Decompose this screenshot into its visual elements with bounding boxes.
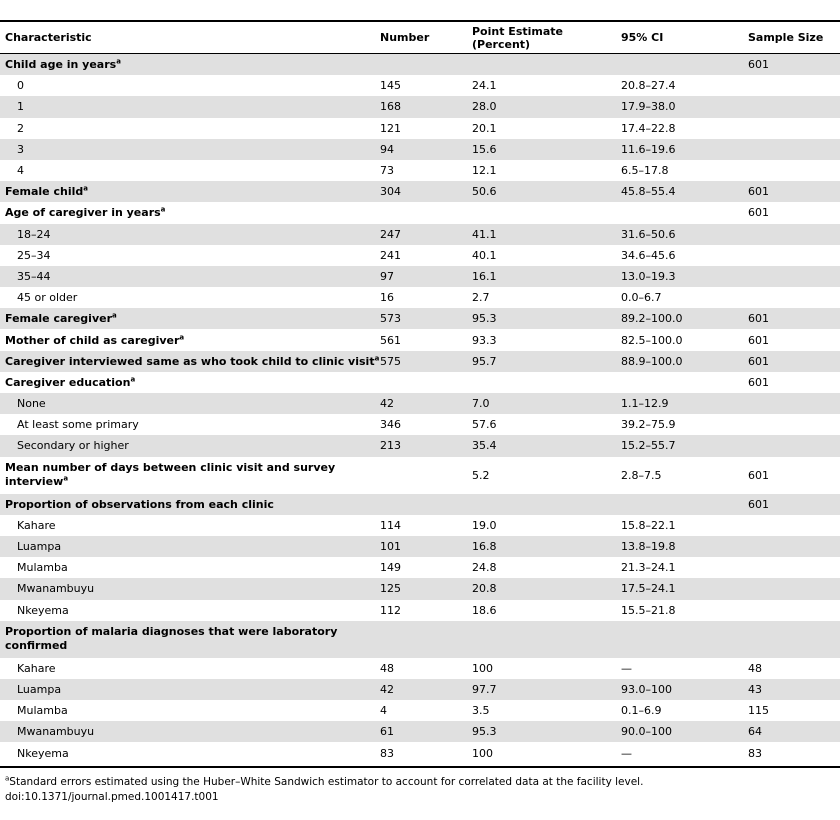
table-row xyxy=(0,202,840,223)
table-row xyxy=(0,700,840,721)
table-row xyxy=(0,679,840,700)
number-cell xyxy=(375,457,467,494)
table-row xyxy=(0,118,840,139)
ci-cell xyxy=(616,54,743,76)
characteristic-cell xyxy=(0,393,375,414)
sample-size-cell: 43 xyxy=(743,679,840,700)
sample-size-cell: 601 xyxy=(743,351,840,372)
ci-cell: 0.1–6.9 xyxy=(621,704,662,718)
estimate-cell xyxy=(467,202,616,223)
sample-size-cell: 601 xyxy=(743,494,840,515)
estimate-cell: 5.2 xyxy=(472,468,490,482)
characteristic-label: 3 xyxy=(17,142,24,156)
table-row xyxy=(0,160,840,181)
estimate-cell: 93.3 xyxy=(472,333,497,347)
sample-size-cell: 64 xyxy=(743,721,840,742)
characteristic-cell xyxy=(0,308,375,329)
footnote-ref: a xyxy=(63,474,69,483)
characteristic-cell xyxy=(0,679,375,700)
characteristic-cell xyxy=(0,536,375,557)
characteristic-cell xyxy=(0,139,375,160)
number-cell: 112 xyxy=(380,603,401,617)
doi-text: doi:10.1371/journal.pmed.1001417.t001 xyxy=(5,790,219,803)
characteristic-label: Age of caregiver in years xyxy=(5,206,161,220)
sample-size-cell: 601 xyxy=(748,206,769,220)
number-cell xyxy=(375,202,467,223)
ci-cell: 21.3–24.1 xyxy=(621,561,676,575)
table-row xyxy=(0,742,840,763)
data-table xyxy=(0,22,840,764)
ci-cell: 17.5–24.1 xyxy=(616,578,743,599)
table-row xyxy=(0,457,840,494)
estimate-cell: 35.4 xyxy=(467,435,616,456)
ci-cell: 39.2–75.9 xyxy=(621,418,676,432)
characteristic-cell xyxy=(0,96,375,117)
table-page xyxy=(0,20,840,805)
number-cell: 149 xyxy=(380,561,401,575)
footnote-marker: a xyxy=(5,774,10,783)
sample-size-cell: 601 xyxy=(748,375,769,389)
table-row xyxy=(0,245,840,266)
estimate-cell xyxy=(467,54,616,76)
sample-size-cell: 601 xyxy=(743,308,840,329)
ci-cell: 17.9–38.0 xyxy=(616,96,743,117)
sample-size-cell xyxy=(743,515,840,536)
table-row xyxy=(0,515,840,536)
number-cell: 213 xyxy=(375,435,467,456)
header-characteristic: Characteristic xyxy=(0,22,375,54)
characteristic-label: Mulamba xyxy=(17,561,68,575)
header-point-estimate: Point Estimate (Percent) xyxy=(467,22,616,54)
characteristic-cell xyxy=(0,435,375,456)
sample-size-cell xyxy=(743,245,840,266)
number-cell: 16 xyxy=(380,291,394,305)
characteristic-cell xyxy=(0,75,375,96)
characteristic-label: 35–44 xyxy=(17,269,51,283)
table-row xyxy=(0,351,840,372)
ci-cell: 88.9–100.0 xyxy=(616,351,743,372)
estimate-cell: 50.6 xyxy=(467,181,616,202)
ci-cell: 2.8–7.5 xyxy=(621,468,662,482)
ci-cell: 89.2–100.0 xyxy=(616,308,743,329)
ci-cell xyxy=(616,621,743,658)
footnote-ref: a xyxy=(116,57,121,66)
number-cell: 94 xyxy=(375,139,467,160)
table-row xyxy=(0,329,840,350)
ci-cell: 6.5–17.8 xyxy=(621,164,669,178)
characteristic-label: Mean number of days between clinic visit and survey interview xyxy=(5,461,336,489)
number-cell: 304 xyxy=(375,181,467,202)
bottom-rule xyxy=(0,766,840,768)
characteristic-label: Mwanambuyu xyxy=(17,725,95,739)
characteristic-label: Nkeyema xyxy=(17,603,69,617)
number-cell: 346 xyxy=(380,418,401,432)
ci-cell: 20.8–27.4 xyxy=(621,79,676,93)
sample-size-cell xyxy=(743,160,840,181)
number-cell: 101 xyxy=(375,536,467,557)
characteristic-label: 0 xyxy=(17,79,24,93)
sample-size-cell xyxy=(743,578,840,599)
characteristic-cell xyxy=(0,54,375,76)
estimate-cell: 16.1 xyxy=(467,266,616,287)
table-row xyxy=(0,287,840,308)
estimate-cell: 28.0 xyxy=(467,96,616,117)
estimate-cell: 18.6 xyxy=(472,603,497,617)
characteristic-label: Mulamba xyxy=(17,704,68,718)
ci-cell: — xyxy=(621,746,632,760)
number-cell xyxy=(375,54,467,76)
sample-size-cell: 601 xyxy=(743,54,840,76)
number-cell: 573 xyxy=(375,308,467,329)
number-cell: 168 xyxy=(375,96,467,117)
ci-cell: 93.0–100 xyxy=(616,679,743,700)
estimate-cell: 95.3 xyxy=(467,308,616,329)
characteristic-cell xyxy=(0,557,375,578)
footnote-ref: a xyxy=(130,375,136,384)
characteristic-cell xyxy=(0,181,375,202)
estimate-cell: 20.8 xyxy=(467,578,616,599)
estimate-cell: 40.1 xyxy=(472,248,497,262)
table-row xyxy=(0,393,840,414)
estimate-cell: 24.8 xyxy=(472,561,497,575)
table-row xyxy=(0,721,840,742)
sample-size-cell: 601 xyxy=(748,333,769,347)
table-row xyxy=(0,224,840,245)
ci-cell: 13.8–19.8 xyxy=(616,536,743,557)
footnote-ref: a xyxy=(160,205,166,214)
number-cell: 61 xyxy=(375,721,467,742)
characteristic-cell xyxy=(0,457,375,494)
estimate-cell: 41.1 xyxy=(467,224,616,245)
estimate-cell: 100 xyxy=(472,746,493,760)
ci-cell: 15.8–22.1 xyxy=(621,518,676,532)
table-row xyxy=(0,435,840,456)
characteristic-cell xyxy=(0,578,375,599)
number-cell: 4 xyxy=(380,704,387,718)
number-cell: 48 xyxy=(380,661,394,675)
sample-size-cell xyxy=(743,266,840,287)
table-row xyxy=(0,372,840,393)
characteristic-label: Kahare xyxy=(17,661,56,675)
characteristic-label: 1 xyxy=(17,100,24,114)
footnote-ref: a xyxy=(374,354,380,363)
estimate-cell: 12.1 xyxy=(472,164,497,178)
sample-size-cell xyxy=(743,621,840,658)
estimate-cell: 19.0 xyxy=(472,518,497,532)
number-cell: 575 xyxy=(375,351,467,372)
characteristic-cell xyxy=(0,372,375,393)
characteristic-cell xyxy=(0,245,375,266)
table-row xyxy=(0,139,840,160)
ci-cell xyxy=(616,202,743,223)
characteristic-cell xyxy=(0,721,375,742)
header-ci: 95% CI xyxy=(616,22,743,54)
characteristic-label: Proportion of observations from each clinic xyxy=(5,497,274,511)
characteristic-cell xyxy=(0,621,375,658)
header-number: Number xyxy=(375,22,467,54)
table-row xyxy=(0,266,840,287)
sample-size-cell: 83 xyxy=(748,746,762,760)
estimate-cell: 20.1 xyxy=(472,121,497,135)
characteristic-cell xyxy=(0,224,375,245)
ci-cell xyxy=(616,372,743,393)
characteristic-cell xyxy=(0,658,375,679)
number-cell: 114 xyxy=(380,518,401,532)
estimate-cell: 3.5 xyxy=(472,704,490,718)
sample-size-cell xyxy=(743,287,840,308)
sample-size-cell: 601 xyxy=(748,468,769,482)
characteristic-label: At least some primary xyxy=(17,418,139,432)
estimate-cell: 95.3 xyxy=(467,721,616,742)
characteristic-cell xyxy=(0,742,375,763)
number-cell: 42 xyxy=(375,679,467,700)
number-cell: 145 xyxy=(380,79,401,93)
estimate-cell xyxy=(467,494,616,515)
characteristic-label: Caregiver education xyxy=(5,375,131,389)
number-cell: 42 xyxy=(375,393,467,414)
characteristic-cell xyxy=(0,414,375,435)
sample-size-cell xyxy=(743,75,840,96)
characteristic-cell xyxy=(0,515,375,536)
number-cell: 247 xyxy=(375,224,467,245)
estimate-cell: 24.1 xyxy=(472,79,497,93)
estimate-cell: 100 xyxy=(472,661,493,675)
characteristic-cell xyxy=(0,160,375,181)
ci-cell: 82.5–100.0 xyxy=(621,333,683,347)
characteristic-cell xyxy=(0,351,380,372)
estimate-cell: 7.0 xyxy=(467,393,616,414)
characteristic-label: 2 xyxy=(17,121,24,135)
number-cell: 83 xyxy=(380,746,394,760)
footnote-text: Standard errors estimated using the Huber–White Sandwich estimator to account for correlated data at the facility level. xyxy=(9,775,644,788)
sample-size-cell xyxy=(743,414,840,435)
sample-size-cell xyxy=(743,536,840,557)
characteristic-cell xyxy=(0,118,375,139)
ci-cell: 15.2–55.7 xyxy=(616,435,743,456)
number-cell: 125 xyxy=(375,578,467,599)
characteristic-label: None xyxy=(17,397,46,411)
characteristic-cell xyxy=(0,700,375,721)
characteristic-label: 4 xyxy=(17,164,24,178)
sample-size-cell xyxy=(743,435,840,456)
number-cell xyxy=(375,372,467,393)
characteristic-label: Nkeyema xyxy=(17,746,69,760)
characteristic-label: Mother of child as caregiver xyxy=(5,333,180,347)
estimate-cell: 57.6 xyxy=(472,418,497,432)
characteristic-label: Child age in years xyxy=(5,58,117,72)
footnote-ref: a xyxy=(112,311,117,320)
estimate-cell: 97.7 xyxy=(467,679,616,700)
ci-cell xyxy=(616,494,743,515)
estimate-cell xyxy=(467,372,616,393)
sample-size-cell xyxy=(743,96,840,117)
ci-cell: 0.0–6.7 xyxy=(621,291,662,305)
ci-cell: 34.6–45.6 xyxy=(621,248,676,262)
table-row xyxy=(0,54,840,76)
sample-size-cell: 601 xyxy=(743,181,840,202)
number-cell xyxy=(375,494,467,515)
number-cell: 121 xyxy=(380,121,401,135)
characteristic-label: Caregiver interviewed same as who took child to clinic visit xyxy=(5,354,375,368)
sample-size-cell xyxy=(743,224,840,245)
ci-cell: 1.1–12.9 xyxy=(616,393,743,414)
sample-size-cell: 115 xyxy=(748,704,769,718)
estimate-cell: 15.6 xyxy=(467,139,616,160)
sample-size-cell xyxy=(743,118,840,139)
ci-cell: 13.0–19.3 xyxy=(616,266,743,287)
table-body xyxy=(0,54,840,764)
sample-size-cell xyxy=(743,557,840,578)
characteristic-label: 45 or older xyxy=(17,291,78,305)
ci-cell: 90.0–100 xyxy=(616,721,743,742)
table-row xyxy=(0,658,840,679)
characteristic-label: Kahare xyxy=(17,518,56,532)
ci-cell: 45.8–55.4 xyxy=(616,181,743,202)
sample-size-cell: 48 xyxy=(748,661,762,675)
characteristic-label: Female child xyxy=(5,185,84,199)
ci-cell: 11.6–19.6 xyxy=(616,139,743,160)
table-row xyxy=(0,600,840,621)
characteristic-label: Female caregiver xyxy=(5,312,113,326)
table-row xyxy=(0,308,840,329)
number-cell: 97 xyxy=(375,266,467,287)
characteristic-cell xyxy=(0,329,375,350)
ci-cell: 31.6–50.6 xyxy=(616,224,743,245)
footnote-ref: a xyxy=(179,332,185,341)
number-cell: 73 xyxy=(380,164,394,178)
characteristic-cell xyxy=(0,287,375,308)
characteristic-label: Proportion of malaria diagnoses that were laboratory confirmed xyxy=(5,625,338,653)
table-row xyxy=(0,75,840,96)
ci-cell: — xyxy=(621,661,632,675)
number-cell: 241 xyxy=(380,248,401,262)
table-row xyxy=(0,578,840,599)
characteristic-label: 25–34 xyxy=(17,248,51,262)
number-cell: 561 xyxy=(380,333,401,347)
footnote-ref: a xyxy=(83,184,88,193)
number-cell xyxy=(375,621,467,658)
characteristic-label: Luampa xyxy=(17,682,62,696)
footnote xyxy=(0,775,840,790)
table-row xyxy=(0,96,840,117)
characteristic-cell xyxy=(0,266,375,287)
characteristic-cell xyxy=(0,600,375,621)
table-row xyxy=(0,494,840,515)
estimate-cell xyxy=(467,621,616,658)
characteristic-cell xyxy=(0,494,375,515)
table-row xyxy=(0,621,840,658)
characteristic-label: Luampa xyxy=(17,540,62,554)
table-row xyxy=(0,536,840,557)
header-row xyxy=(0,22,840,54)
estimate-cell: 2.7 xyxy=(472,291,490,305)
table-row xyxy=(0,414,840,435)
sample-size-cell xyxy=(743,139,840,160)
characteristic-label: Secondary or higher xyxy=(17,439,129,453)
ci-cell: 15.5–21.8 xyxy=(621,603,676,617)
table-row xyxy=(0,181,840,202)
header-sample-size: Sample Size xyxy=(743,22,840,54)
ci-cell: 17.4–22.8 xyxy=(621,121,676,135)
table-row xyxy=(0,557,840,578)
sample-size-cell xyxy=(743,393,840,414)
characteristic-cell xyxy=(0,202,375,223)
characteristic-label: 18–24 xyxy=(17,227,51,241)
sample-size-cell xyxy=(743,600,840,621)
characteristic-label: Mwanambuyu xyxy=(17,582,95,596)
estimate-cell: 16.8 xyxy=(467,536,616,557)
estimate-cell: 95.7 xyxy=(467,351,616,372)
